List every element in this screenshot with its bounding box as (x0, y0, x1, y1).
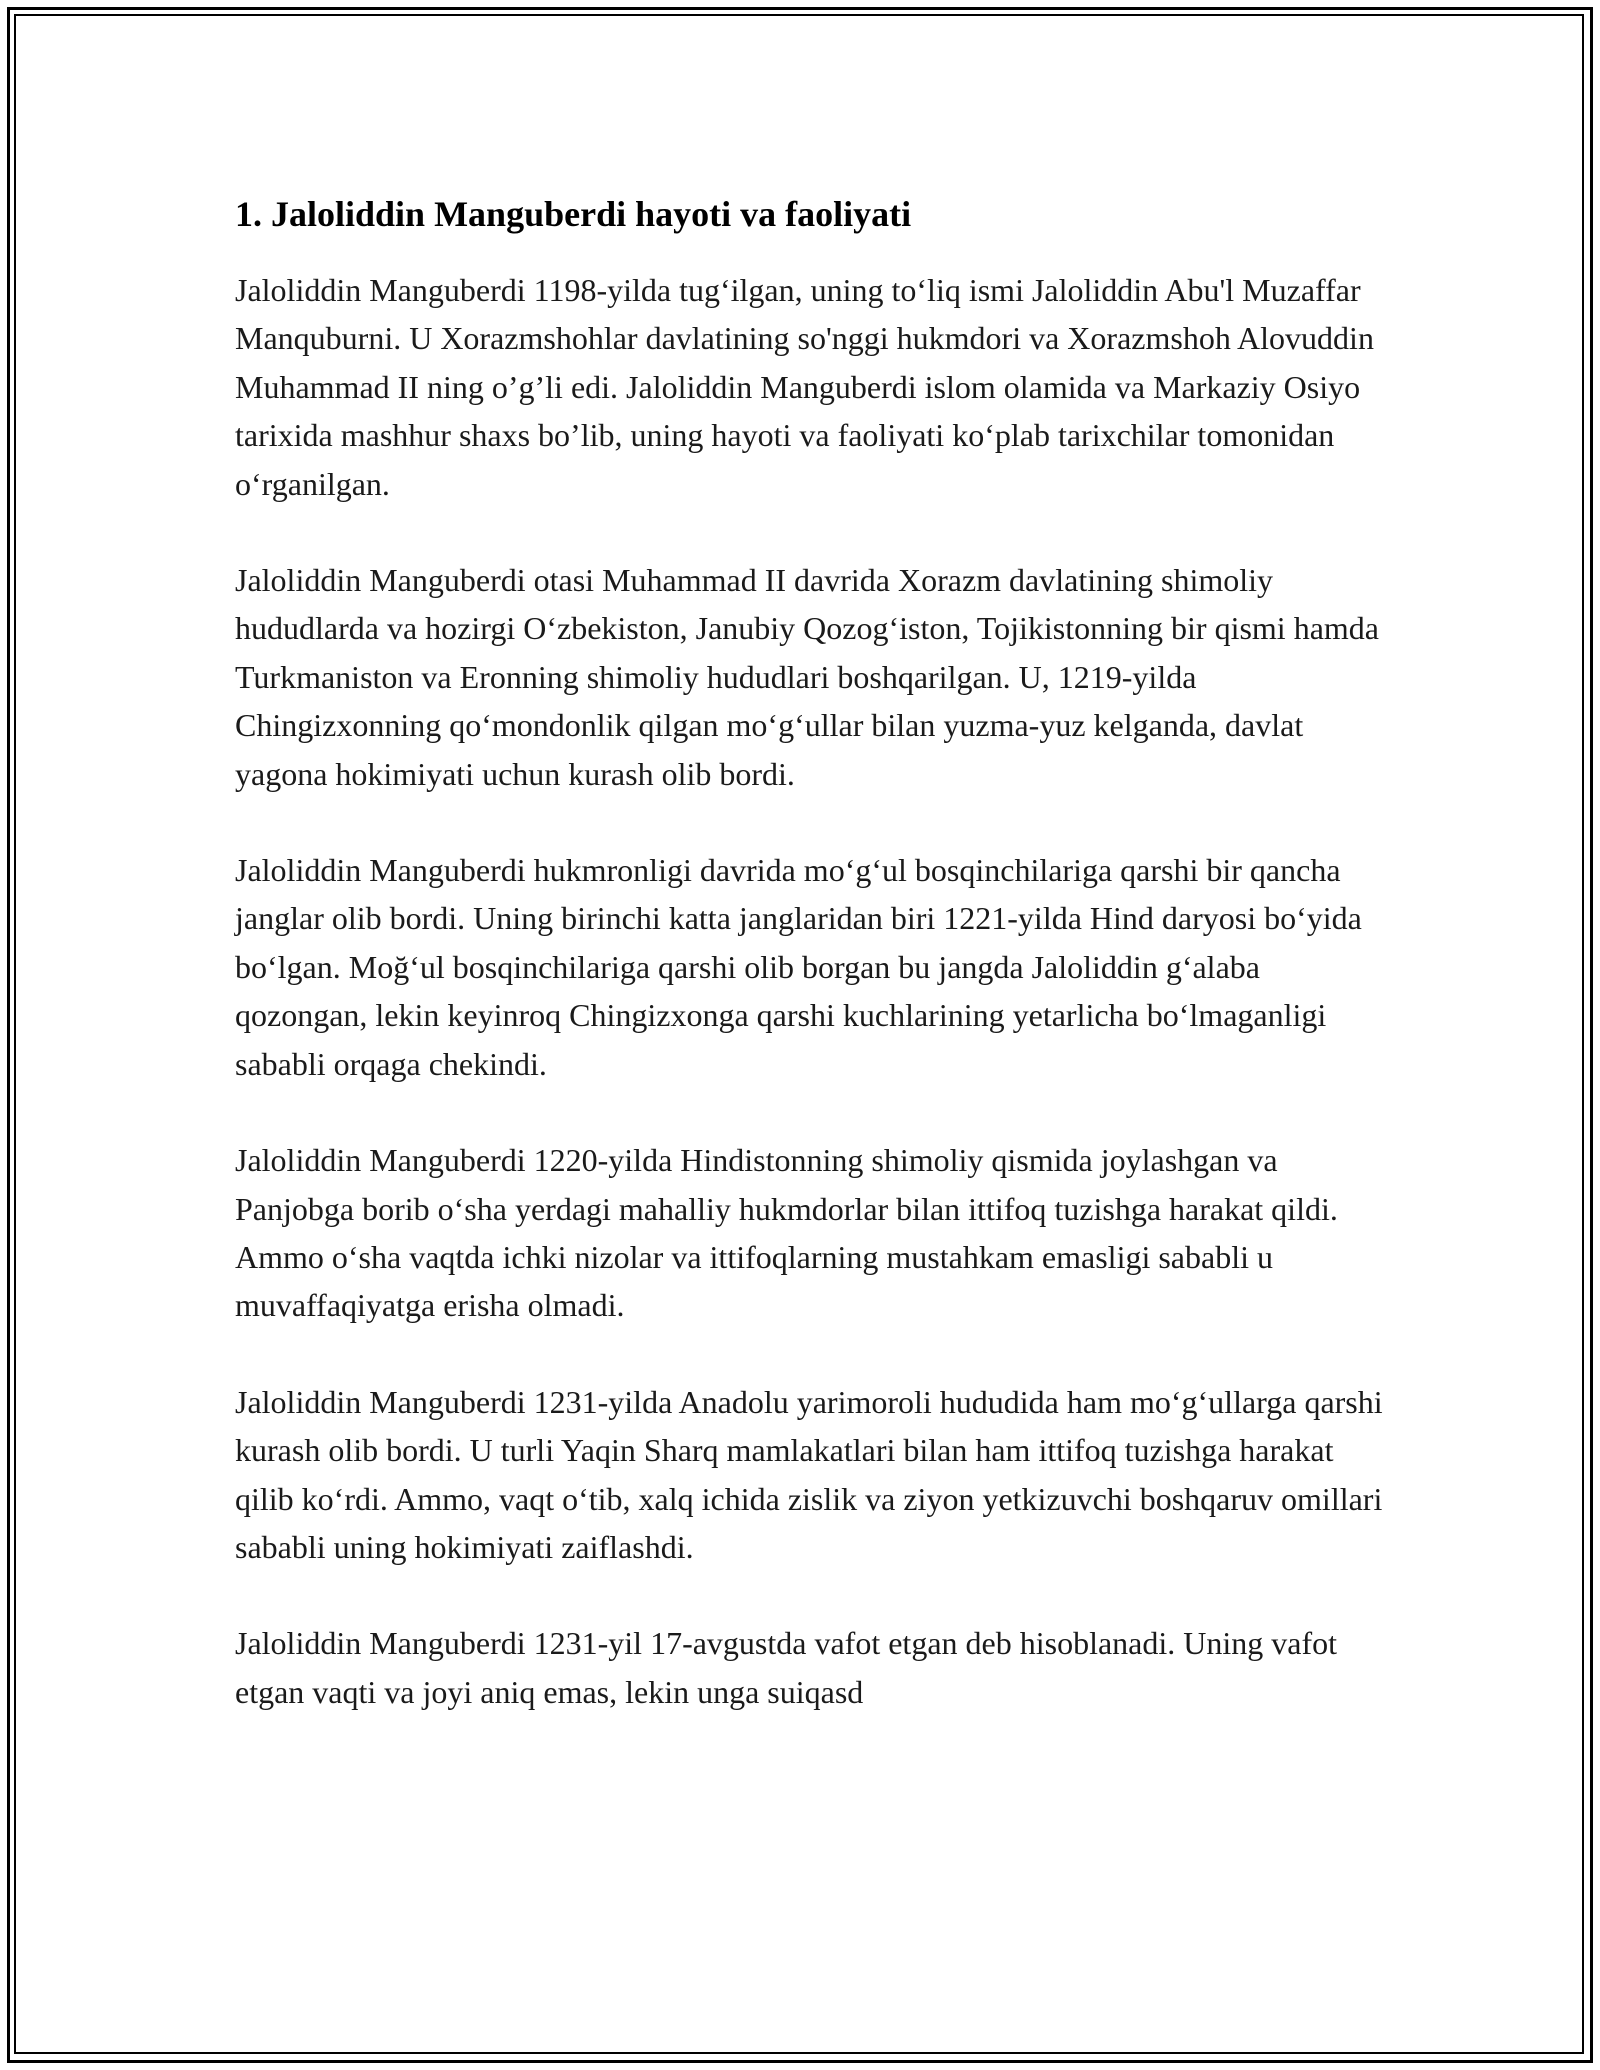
paragraph-2: Jaloliddin Manguberdi otasi Muhammad II davrida Xorazm davlatining shimoliy hududlarda va hozirgi O‘zbekiston, Janubiy Qozog‘iston, Tojikistonning bir qismi hamda Turkmaniston va Eronning shimoliy hududlari boshqarilgan. U, 1219-yilda Chingizxonning qo‘mondonlik qilgan mo‘g‘ullar bilan yuzma-yuz kelganda, davlat yagona hokimiyati uchun kurash olib bordi. (235, 562, 1379, 792)
paragraph-1: Jaloliddin Manguberdi 1198-yilda tug‘ilgan, uning to‘liq ismi Jaloliddin Abu'l Muzaffar Manquburni. U Xorazmshohlar davlatining so'nggi hukmdori va Xorazmshoh Alovuddin Muhammad II ning o’g’li edi. Jaloliddin Manguberdi islom olamida va Markaziy Osiyo tarixida mashhur shaxs bo’lib, uning hayoti va faoliyati ko‘plab tarixchilar tomonidan o‘rganilgan. (235, 272, 1374, 502)
paragraph-5: Jaloliddin Manguberdi 1231-yilda Anadolu yarimoroli hududida ham mo‘g‘ullarga qarshi kurash olib bordi. U turli Yaqin Sharq mamlakatlari bilan ham ittifoq tuzishga harakat qilib ko‘rdi. Ammo, vaqt o‘tib, xalq ichida zislik va ziyon yetkizuvchi boshqaruv omillari sababli uning hokimiyati zaiflashdi. (235, 1383, 1383, 1565)
paragraph-4: Jaloliddin Manguberdi 1220-yilda Hindistonning shimoliy qismida joylashgan va Panjobga borib o‘sha yerdagi mahalliy hukmdorlar bilan ittifoq tuzishga harakat qildi. Ammo o‘sha vaqtda ichki nizolar va ittifoqlarning mustahkam emasligi sababli u muvaffaqiyatga erisha olmadi. (235, 1142, 1338, 1324)
paragraph-3: Jaloliddin Manguberdi hukmronligi davrida mo‘g‘ul bosqinchilariga qarshi bir qancha janglar olib bordi. Uning birinchi katta janglaridan biri 1221-yilda Hind daryosi bo‘yida bo‘lgan. Moğ‘ul bosqinchilariga qarshi olib borgan bu jangda Jaloliddin g‘alaba qozongan, lekin keyinroq Chingizxonga qarshi kuchlarining yetarlicha bo‘lmaganligi sababli orqaga chekindi. (235, 852, 1362, 1082)
section-heading: 1. Jaloliddin Manguberdi hayoti va faoliyati (235, 194, 912, 234)
document-body (235, 188, 1385, 1764)
paragraph-6: Jaloliddin Manguberdi 1231-yil 17-avgustda vafot etgan deb hisoblanadi. Uning vafot etgan vaqti va joyi aniq emas, lekin unga suiqasd (235, 1625, 1337, 1710)
